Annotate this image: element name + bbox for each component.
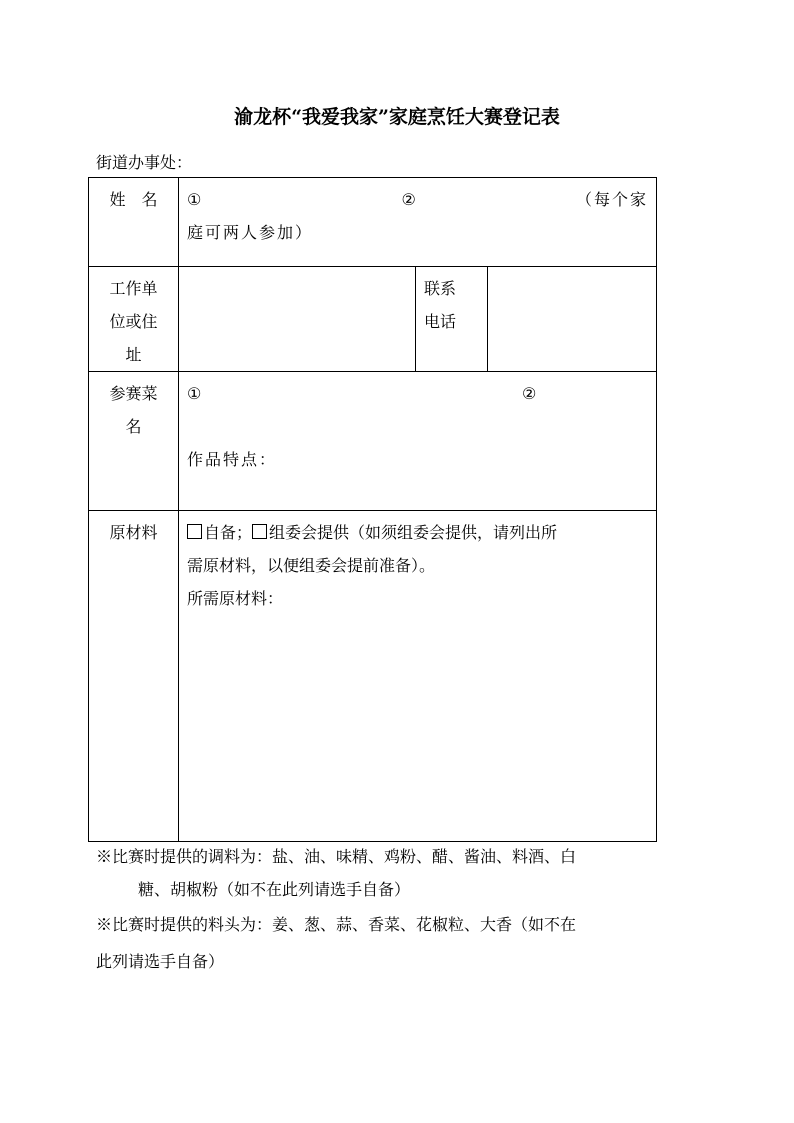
phone-label-line-1: 联系 <box>424 279 457 298</box>
name-note-start: （每个家 <box>576 190 649 209</box>
dish-label-cell <box>89 372 179 511</box>
material-label-cell <box>89 511 179 842</box>
ingredient-note-line-1: ※比赛时提供的料头为：姜、葱、蒜、香菜、花椒粒、大香（如不在 <box>96 915 577 934</box>
material-row <box>89 511 657 842</box>
work-row <box>89 267 657 372</box>
dish-slot-1: ① <box>187 384 202 403</box>
work-label-line-2: 位或住 <box>109 312 158 331</box>
name-slots <box>187 183 648 216</box>
name-label: 姓 名 <box>109 190 158 209</box>
page-title: 渝龙杯“我爱我家”家庭烹饪大赛登记表 <box>234 106 560 128</box>
material-needed-label: 所需原材料： <box>187 589 284 608</box>
ingredient-note-line-2: 此列请选手自备） <box>96 952 225 971</box>
material-option-line <box>187 516 648 549</box>
name-label-cell <box>89 178 179 267</box>
material-label: 原材料 <box>109 523 158 542</box>
dish-input-cell[interactable] <box>179 372 657 511</box>
name-slot-1: ① <box>187 190 202 209</box>
seasoning-note-line-1: ※比赛时提供的调料为：盐、油、味精、鸡粉、醋、酱油、料酒、白 <box>96 847 577 866</box>
notes-section <box>96 840 706 978</box>
dish-row <box>89 372 657 511</box>
seasoning-note-line-2: 糖、胡椒粉（如不在此列请选手自备） <box>138 880 411 899</box>
work-label-line-3: 址 <box>125 345 142 364</box>
name-row <box>89 178 657 267</box>
phone-label-line-2: 电话 <box>424 312 457 331</box>
material-input-cell[interactable] <box>179 511 657 842</box>
dish-slots <box>187 377 648 410</box>
district-label: 街道办事处： <box>96 153 193 172</box>
name-slot-2: ② <box>401 190 416 209</box>
work-label-cell <box>89 267 179 372</box>
dish-label-line-2: 名 <box>125 417 142 436</box>
dish-slot-2: ② <box>522 384 537 403</box>
name-note-end: 庭可两人参加） <box>187 223 314 242</box>
self-prepared-label: 自备； <box>204 523 253 542</box>
phone-input-cell[interactable] <box>488 267 657 372</box>
work-label-line-1: 工作单 <box>109 279 158 298</box>
committee-provided-checkbox-icon[interactable] <box>252 524 267 539</box>
phone-label-cell <box>416 267 488 372</box>
self-prepared-checkbox-icon[interactable] <box>187 524 202 539</box>
material-option-line-2: 需原材料，以便组委会提前准备）。 <box>187 556 436 575</box>
work-input-cell[interactable] <box>179 267 416 372</box>
name-input-cell[interactable] <box>179 178 657 267</box>
dish-feature-label: 作品特点： <box>187 450 278 469</box>
dish-label-line-1: 参赛菜 <box>109 384 158 403</box>
committee-provided-label: 组委会提供（如须组委会提供，请列出所 <box>269 523 558 542</box>
registration-form <box>88 177 657 842</box>
